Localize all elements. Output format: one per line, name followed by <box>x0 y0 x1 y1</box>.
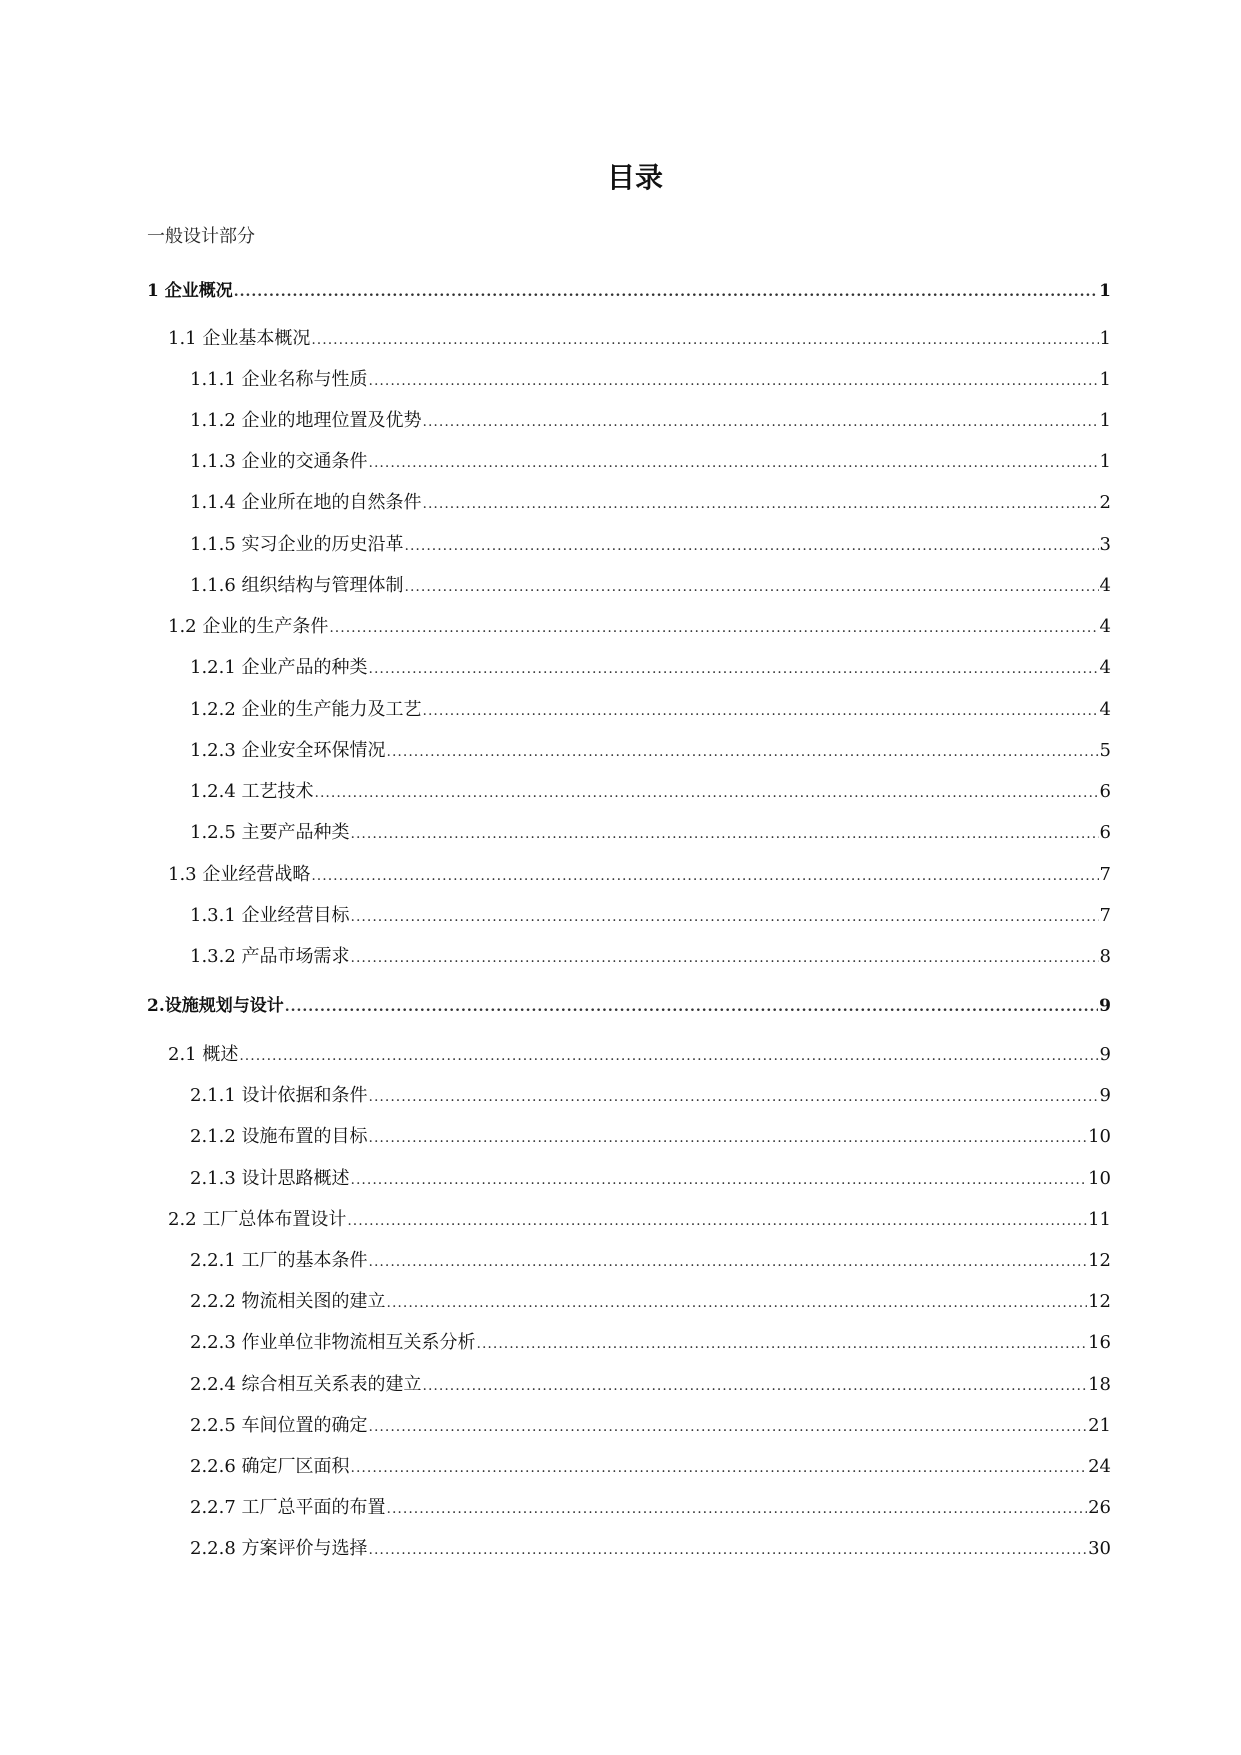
toc-entry-label: 2.1.2 设施布置的目标 <box>190 1126 368 1147</box>
dot-leader <box>311 863 1098 889</box>
toc-entry[interactable] <box>190 408 1111 434</box>
toc-entry-page-number: 8 <box>1099 946 1111 967</box>
toc-entry-label: 2.1.1 设计依据和条件 <box>190 1085 368 1106</box>
toc-entry[interactable] <box>190 1124 1111 1150</box>
toc-entry[interactable] <box>168 326 1111 352</box>
toc-entry[interactable] <box>190 532 1111 558</box>
toc-entry-label: 2.2.5 车间位置的确定 <box>190 1415 368 1436</box>
toc-entry-page-number: 10 <box>1088 1168 1111 1189</box>
dot-leader <box>351 821 1099 847</box>
toc-entry-page-number: 24 <box>1088 1456 1111 1477</box>
toc-entry-page-number: 1 <box>1099 369 1111 390</box>
toc-entry-page-number: 12 <box>1088 1250 1111 1271</box>
toc-entry-label: 1.3.2 产品市场需求 <box>190 946 350 967</box>
toc-entry-label: 1.1.1 企业名称与性质 <box>190 369 368 390</box>
toc-entry[interactable] <box>190 944 1111 970</box>
toc-entry[interactable] <box>190 1372 1111 1398</box>
toc-entry[interactable] <box>168 1207 1111 1233</box>
toc-entry[interactable] <box>190 367 1111 393</box>
toc-entry[interactable] <box>190 1454 1111 1480</box>
toc-entry[interactable] <box>190 1495 1111 1521</box>
toc-entry-page-number: 1 <box>1099 328 1111 349</box>
toc-entry[interactable] <box>190 655 1111 681</box>
dot-leader <box>387 739 1099 765</box>
dot-leader <box>405 574 1099 600</box>
toc-entry[interactable] <box>190 1166 1111 1192</box>
dot-leader <box>311 327 1098 353</box>
toc-entry-page-number: 5 <box>1099 740 1111 761</box>
toc-entry-page-number: 9 <box>1099 996 1111 1016</box>
toc-entry-page-number: 30 <box>1088 1538 1111 1559</box>
toc-entry-page-number: 6 <box>1099 822 1111 843</box>
dot-leader <box>387 1290 1088 1316</box>
toc-entry-label: 2.1 概述 <box>168 1044 239 1065</box>
dot-leader <box>351 945 1099 971</box>
dot-leader <box>369 1084 1099 1110</box>
toc-entry-label: 2.设施规划与设计 <box>147 996 284 1016</box>
toc-entry-label: 2.2 工厂总体布置设计 <box>168 1209 347 1230</box>
toc-entry[interactable] <box>147 993 1111 1019</box>
toc-entry-label: 1.2.2 企业的生产能力及工艺 <box>190 699 422 720</box>
toc-entry-label: 2.2.6 确定厂区面积 <box>190 1456 350 1477</box>
toc-entry-page-number: 9 <box>1099 1085 1111 1106</box>
dot-leader <box>239 1043 1098 1069</box>
toc-entry[interactable] <box>190 1289 1111 1315</box>
toc-entry[interactable] <box>168 1042 1111 1068</box>
dot-leader <box>369 1249 1088 1275</box>
toc-entry-label: 1.2.3 企业安全环保情况 <box>190 740 386 761</box>
dot-leader <box>405 533 1099 559</box>
toc-entry-page-number: 7 <box>1099 905 1111 926</box>
dot-leader <box>369 1414 1088 1440</box>
toc-entry[interactable] <box>190 779 1111 805</box>
toc-entry-label: 1.1.5 实习企业的历史沿革 <box>190 534 404 555</box>
toc-entry[interactable] <box>190 903 1111 929</box>
toc-entry-page-number: 4 <box>1099 616 1111 637</box>
toc-entry-label: 2.2.4 综合相互关系表的建立 <box>190 1374 422 1395</box>
toc-entry-label: 1.1.2 企业的地理位置及优势 <box>190 410 422 431</box>
toc-entry-page-number: 7 <box>1099 864 1111 885</box>
dot-leader <box>423 409 1099 435</box>
toc-entry[interactable] <box>190 1248 1111 1274</box>
toc-entry-label: 2.1.3 设计思路概述 <box>190 1168 350 1189</box>
toc-entry-label: 1.1.3 企业的交通条件 <box>190 451 368 472</box>
toc-entry-page-number: 1 <box>1099 451 1111 472</box>
toc-entry-label: 1.3.1 企业经营目标 <box>190 905 350 926</box>
dot-leader <box>234 279 1098 305</box>
toc-entry-label: 2.2.2 物流相关图的建立 <box>190 1291 386 1312</box>
toc-entry[interactable] <box>190 1413 1111 1439</box>
dot-leader <box>477 1331 1088 1357</box>
toc-entry-label: 1 企业概况 <box>147 281 233 301</box>
toc-entry[interactable] <box>190 449 1111 475</box>
dot-leader <box>369 656 1099 682</box>
toc-entry[interactable] <box>147 278 1111 304</box>
toc-entry-label: 1.2.4 工艺技术 <box>190 781 314 802</box>
toc-entry-page-number: 26 <box>1088 1497 1111 1518</box>
section-caption: 一般设计部分 <box>147 226 255 247</box>
toc-entry-page-number: 2 <box>1099 492 1111 513</box>
toc-entry[interactable] <box>190 573 1111 599</box>
dot-leader <box>369 1125 1088 1151</box>
toc-entry-page-number: 12 <box>1088 1291 1111 1312</box>
toc-entry-label: 1.1.6 组织结构与管理体制 <box>190 575 404 596</box>
toc-entry-page-number: 10 <box>1088 1126 1111 1147</box>
toc-entry[interactable] <box>190 697 1111 723</box>
toc-entry[interactable] <box>168 862 1111 888</box>
dot-leader <box>285 994 1098 1020</box>
dot-leader <box>347 1208 1087 1234</box>
toc-entry-label: 2.2.1 工厂的基本条件 <box>190 1250 368 1271</box>
dot-leader <box>423 491 1099 517</box>
dot-leader <box>351 1455 1088 1481</box>
dot-leader <box>351 904 1099 930</box>
toc-entry-label: 2.2.3 作业单位非物流相互关系分析 <box>190 1332 476 1353</box>
toc-entry-page-number: 21 <box>1088 1415 1111 1436</box>
toc-entry-page-number: 9 <box>1099 1044 1111 1065</box>
dot-leader <box>423 1373 1088 1399</box>
toc-entry-page-number: 4 <box>1099 699 1111 720</box>
toc-entry-page-number: 3 <box>1099 534 1111 555</box>
dot-leader <box>315 780 1099 806</box>
toc-entry[interactable] <box>190 738 1111 764</box>
dot-leader <box>423 698 1099 724</box>
toc-entry-label: 2.2.8 方案评价与选择 <box>190 1538 368 1559</box>
dot-leader <box>369 1537 1088 1563</box>
toc-entry-page-number: 16 <box>1088 1332 1111 1353</box>
dot-leader <box>329 615 1098 641</box>
toc-entry[interactable] <box>168 614 1111 640</box>
toc-entry[interactable] <box>190 490 1111 516</box>
toc-entry[interactable] <box>190 1536 1111 1562</box>
toc-entry[interactable] <box>190 820 1111 846</box>
toc-entry-label: 1.2.1 企业产品的种类 <box>190 657 368 678</box>
toc-entry-label: 1.1 企业基本概况 <box>168 328 311 349</box>
dot-leader <box>369 368 1099 394</box>
toc-entry-label: 1.1.4 企业所在地的自然条件 <box>190 492 422 513</box>
dot-leader <box>351 1167 1088 1193</box>
toc-entry-label: 1.2 企业的生产条件 <box>168 616 329 637</box>
toc-entry-page-number: 1 <box>1099 281 1111 301</box>
toc-entry-label: 2.2.7 工厂总平面的布置 <box>190 1497 386 1518</box>
dot-leader <box>369 450 1099 476</box>
toc-entry-page-number: 4 <box>1099 657 1111 678</box>
toc-entry-page-number: 18 <box>1088 1374 1111 1395</box>
toc-entry-page-number: 11 <box>1088 1209 1111 1230</box>
toc-entry-page-number: 6 <box>1099 781 1111 802</box>
toc-entry[interactable] <box>190 1083 1111 1109</box>
toc-entry-page-number: 1 <box>1099 410 1111 431</box>
toc-entry[interactable] <box>190 1330 1111 1356</box>
toc-entry-page-number: 4 <box>1099 575 1111 596</box>
page-title: 目录 <box>606 161 663 194</box>
dot-leader <box>387 1496 1088 1522</box>
toc-entry-label: 1.2.5 主要产品种类 <box>190 822 350 843</box>
toc-entry-label: 1.3 企业经营战略 <box>168 864 311 885</box>
